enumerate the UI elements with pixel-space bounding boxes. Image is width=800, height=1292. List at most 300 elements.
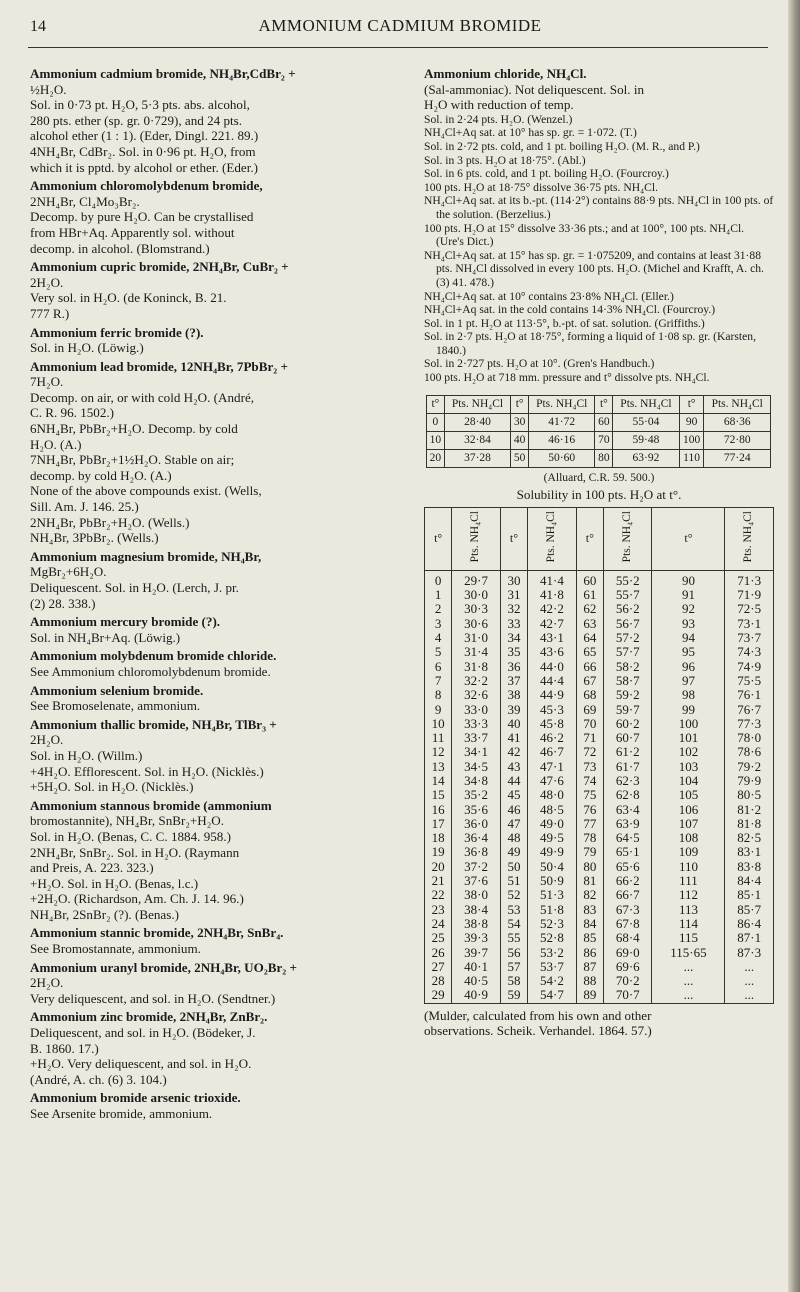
table2-cell: 69·0 bbox=[603, 946, 652, 960]
table2-cell: 79 bbox=[576, 845, 603, 859]
table2-cell: 34·8 bbox=[452, 774, 501, 788]
table2-cell: 53·2 bbox=[528, 946, 577, 960]
table2-row bbox=[425, 631, 774, 645]
table2-cell: 70 bbox=[576, 717, 603, 731]
table2-cell: 114 bbox=[652, 917, 725, 931]
table2-cell: 43·1 bbox=[528, 631, 577, 645]
entry-line: NH₄Br, 3PbBr₂. (Wells.) bbox=[30, 530, 159, 546]
table2-cell: 57·7 bbox=[603, 645, 652, 659]
page-number: 14 bbox=[30, 18, 46, 35]
table2-header bbox=[500, 507, 527, 570]
table1-cell: 80 bbox=[595, 449, 613, 467]
table1-cell: 50·60 bbox=[528, 449, 594, 467]
table2-cell: 69 bbox=[576, 703, 603, 717]
entry-line: Very sol. in H₂O. (de Koninck, B. 21. bbox=[30, 290, 227, 306]
table2-cell: 45·3 bbox=[528, 703, 577, 717]
table2-cell: 20 bbox=[425, 860, 452, 874]
entry-line: 280 pts. ether (sp. gr. 0·729), and 24 pts. bbox=[30, 112, 243, 128]
table2-row bbox=[425, 960, 774, 974]
table2-cell: 54·7 bbox=[528, 988, 577, 1003]
table2-cell: 110 bbox=[652, 860, 725, 874]
table2-cell: 51·8 bbox=[528, 903, 577, 917]
table2-cell: 58·2 bbox=[603, 660, 652, 674]
table2-cell: 30·0 bbox=[452, 588, 501, 602]
table2-cell: 50·9 bbox=[528, 874, 577, 888]
table2-cell: 46·2 bbox=[528, 731, 577, 745]
entry-line: See Ammonium chloromolybdenum bromide. bbox=[30, 663, 271, 679]
table2-cell: 67·3 bbox=[603, 903, 652, 917]
table2-cell: 78 bbox=[576, 831, 603, 845]
table2-cell: 65·1 bbox=[603, 845, 652, 859]
solubility-notes bbox=[424, 113, 774, 385]
table2-row bbox=[425, 831, 774, 845]
table2-row bbox=[425, 660, 774, 674]
table2-cell: 83 bbox=[576, 903, 603, 917]
table2-cell: 100 bbox=[652, 717, 725, 731]
note: 100 pts. H₂O at 15° dissolve 33·36 pts.; and at 100°, 100 pts. NH₄Cl. (Ure's Dict.) bbox=[424, 221, 745, 249]
table2-cell: 82 bbox=[576, 888, 603, 902]
entry-2 bbox=[30, 259, 405, 321]
chloride-intro bbox=[424, 82, 774, 113]
table1-cell: 77·24 bbox=[704, 449, 771, 467]
table2-header bbox=[528, 507, 577, 570]
table2-cell: 43·6 bbox=[528, 645, 577, 659]
table2-cell: 36 bbox=[500, 660, 527, 674]
table2-header bbox=[725, 507, 774, 570]
note: 100 pts. H₂O at 718 mm. pressure and t° dissolve pts. NH₄Cl. bbox=[424, 371, 710, 385]
table2-cell: 31·8 bbox=[452, 660, 501, 674]
table2-cell: 33·0 bbox=[452, 703, 501, 717]
table2-cell: 76·1 bbox=[725, 688, 774, 702]
entry-line: Sol. in NH₄Br+Aq. (Löwig.) bbox=[30, 629, 181, 645]
table2-cell: 56·7 bbox=[603, 617, 652, 631]
table2-cell: 66·7 bbox=[603, 888, 652, 902]
table1-row bbox=[427, 413, 771, 431]
entry-line: 2H₂O. bbox=[30, 732, 64, 748]
table2-cell: 113 bbox=[652, 903, 725, 917]
entry-line: B. 1860. 17.) bbox=[30, 1040, 99, 1056]
table1-cell: 60 bbox=[595, 413, 613, 431]
table2-cell: 53·7 bbox=[528, 960, 577, 974]
entry-line: Ammonium stannic bromide, 2NH₄Br, SnBr₄. bbox=[30, 925, 284, 941]
table2-cell: 84·4 bbox=[725, 874, 774, 888]
table1-cell: 46·16 bbox=[528, 431, 594, 449]
table2-cell: 48·5 bbox=[528, 803, 577, 817]
table1-header: t° bbox=[595, 395, 613, 413]
table2-row bbox=[425, 874, 774, 888]
table1-cell: 72·80 bbox=[704, 431, 771, 449]
table2-cell: 112 bbox=[652, 888, 725, 902]
entry-line: 7H₂O. bbox=[30, 374, 64, 390]
table1-header: t° bbox=[427, 395, 445, 413]
table1-cell: 10 bbox=[427, 431, 445, 449]
table2-row bbox=[425, 570, 774, 588]
table2-cell: 87 bbox=[576, 960, 603, 974]
entry-line: and Preis, A. 223. 323.) bbox=[30, 860, 154, 876]
table2-cell: 88 bbox=[576, 974, 603, 988]
table1-header: Pts. NH₄Cl bbox=[528, 395, 594, 413]
table2-cell: 71 bbox=[576, 731, 603, 745]
table2-cell: 63·4 bbox=[603, 803, 652, 817]
table2-cell: 76·7 bbox=[725, 703, 774, 717]
table2-cell: 55·7 bbox=[603, 588, 652, 602]
table2-cell: 83·8 bbox=[725, 860, 774, 874]
table2-cell: 62 bbox=[576, 602, 603, 616]
table2-cell: 84 bbox=[576, 917, 603, 931]
entry-6 bbox=[30, 614, 405, 645]
table2-cell: 70·7 bbox=[603, 988, 652, 1003]
table2-cell: ... bbox=[725, 960, 774, 974]
entry-line: bromostannite), NH₄Br, SnBr₂+H₂O. bbox=[30, 813, 225, 829]
entry-line: See Bromostannate, ammonium. bbox=[30, 941, 201, 957]
entry-14 bbox=[30, 1090, 405, 1121]
entry-line: Sol. in H₂O. (Löwig.) bbox=[30, 340, 144, 356]
table2-cell: 35 bbox=[500, 645, 527, 659]
table2-cell: 79·9 bbox=[725, 774, 774, 788]
table2-cell: ... bbox=[652, 988, 725, 1003]
table2-cell: 96 bbox=[652, 660, 725, 674]
table2-row bbox=[425, 602, 774, 616]
table2-cell: 57·2 bbox=[603, 631, 652, 645]
table2-cell: 94 bbox=[652, 631, 725, 645]
table2-cell: 42 bbox=[500, 745, 527, 759]
table2-cell: 55·2 bbox=[603, 570, 652, 588]
entry-line: 4NH₄Br, CdBr₂. Sol. in 0·96 pt. H₂O, from bbox=[30, 143, 256, 159]
table1-cell: 110 bbox=[679, 449, 704, 467]
table2-cell: 42·2 bbox=[528, 602, 577, 616]
table2-cell: 87·1 bbox=[725, 931, 774, 945]
table2-cell: 42·7 bbox=[528, 617, 577, 631]
table2-cell: 67 bbox=[576, 674, 603, 688]
table2-cell: 30·3 bbox=[452, 602, 501, 616]
table2-cell: 30·6 bbox=[452, 617, 501, 631]
entry-line: Very deliquescent, and sol. in H₂O. (Sendtner.) bbox=[30, 990, 276, 1006]
table2-cell: 31·0 bbox=[452, 631, 501, 645]
table2-cell: 32·2 bbox=[452, 674, 501, 688]
entry-line: NH₄Br, 2SnBr₂ (?). (Benas.) bbox=[30, 906, 179, 922]
footer-line: (Mulder, calculated from his own and other bbox=[424, 1007, 652, 1023]
table2-cell: 104 bbox=[652, 774, 725, 788]
table2-cell: 64·5 bbox=[603, 831, 652, 845]
entry-3 bbox=[30, 325, 405, 356]
table1-cell: 63·92 bbox=[613, 449, 679, 467]
entry-line: MgBr₂+6H₂O. bbox=[30, 564, 107, 580]
table1-cell: 40 bbox=[511, 431, 529, 449]
table2-cell: 68·4 bbox=[603, 931, 652, 945]
table2-cell: 76 bbox=[576, 803, 603, 817]
table2-cell: 66 bbox=[576, 660, 603, 674]
mulder-citation bbox=[424, 1008, 774, 1039]
table2-cell: 43 bbox=[500, 760, 527, 774]
table2-cell: 93 bbox=[652, 617, 725, 631]
table2-cell: 99 bbox=[652, 703, 725, 717]
table2-row bbox=[425, 817, 774, 831]
table2-cell: 54 bbox=[500, 917, 527, 931]
chloride-heading: Ammonium chloride, NH₄Cl. bbox=[424, 66, 587, 81]
entry-line: ½H₂O. bbox=[30, 81, 67, 97]
table2-cell: 80 bbox=[576, 860, 603, 874]
table2-cell: 90 bbox=[652, 570, 725, 588]
entry-line: C. R. 96. 1502.) bbox=[30, 405, 115, 421]
alluard-table bbox=[426, 395, 771, 468]
table2-cell: 97 bbox=[652, 674, 725, 688]
entry-10 bbox=[30, 798, 405, 923]
entry-line: Ammonium lead bromide, 12NH₄Br, 7PbBr₂ + bbox=[30, 358, 288, 374]
table2-cell: 26 bbox=[425, 946, 452, 960]
table2-cell: 44·0 bbox=[528, 660, 577, 674]
table2-cell: 57 bbox=[500, 960, 527, 974]
entry-line: Ammonium uranyl bromide, 2NH₄Br, UO₂Br₂ + bbox=[30, 959, 297, 975]
table2-cell: 25 bbox=[425, 931, 452, 945]
table2-cell: 82·5 bbox=[725, 831, 774, 845]
table2-cell: 67·8 bbox=[603, 917, 652, 931]
table2-cell: 33·7 bbox=[452, 731, 501, 745]
table2-cell: 7 bbox=[425, 674, 452, 688]
table2-cell: 19 bbox=[425, 845, 452, 859]
table2-cell: 29·7 bbox=[452, 570, 501, 588]
table1-header: Pts. NH₄Cl bbox=[613, 395, 679, 413]
note: Sol. in 2·72 pts. cold, and 1 pt. boiling H₂O. (M. R., and P.) bbox=[424, 139, 700, 153]
table2-cell: 63·9 bbox=[603, 817, 652, 831]
entry-line: Ammonium chloromolybdenum bromide, bbox=[30, 178, 263, 194]
table2-cell: 102 bbox=[652, 745, 725, 759]
table1-cell: 0 bbox=[427, 413, 445, 431]
entry-13 bbox=[30, 1009, 405, 1087]
table2-cell: 44·9 bbox=[528, 688, 577, 702]
table2-row bbox=[425, 731, 774, 745]
table2-cell: 49 bbox=[500, 845, 527, 859]
table2-row bbox=[425, 903, 774, 917]
table2-row bbox=[425, 860, 774, 874]
table2-cell: 52 bbox=[500, 888, 527, 902]
table2-cell: 108 bbox=[652, 831, 725, 845]
note: Sol. in 2·7 pts. H₂O at 18·75°, forming a liquid of 1·08 sp. gr. (Karsten, 1840.) bbox=[424, 330, 756, 357]
table2-row bbox=[425, 917, 774, 931]
table2-cell: 40·5 bbox=[452, 974, 501, 988]
table2-row bbox=[425, 688, 774, 702]
entry-line: Ammonium zinc bromide, 2NH₄Br, ZnBr₂. bbox=[30, 1009, 268, 1025]
table1-header: t° bbox=[511, 395, 529, 413]
table2-cell: 53 bbox=[500, 903, 527, 917]
table2-cell: 34·1 bbox=[452, 745, 501, 759]
table2-cell: 81·8 bbox=[725, 817, 774, 831]
table2-row bbox=[425, 946, 774, 960]
table2-header bbox=[452, 507, 501, 570]
table2-cell: 107 bbox=[652, 817, 725, 831]
table2-cell: 44 bbox=[500, 774, 527, 788]
entry-line: 7NH₄Br, PbBr₂+1½H₂O. Stable on air; bbox=[30, 452, 235, 468]
table2-cell: 37·2 bbox=[452, 860, 501, 874]
solubility-table-title: Solubility in 100 pts. H₂O at t°. bbox=[516, 487, 682, 503]
table2-cell: 109 bbox=[652, 845, 725, 859]
alluard-citation: (Alluard, C.R. 59. 500.) bbox=[543, 470, 655, 484]
entry-line: Ammonium mercury bromide (?). bbox=[30, 614, 221, 630]
note: Sol. in 2·24 pts. H₂O. (Wenzel.) bbox=[424, 112, 573, 126]
table2-cell: 75 bbox=[576, 788, 603, 802]
entry-line: H₂O. (A.) bbox=[30, 436, 82, 452]
table2-cell: 77 bbox=[576, 817, 603, 831]
entry-line: 2NH₄Br, SnBr₂. Sol. in H₂O. (Raymann bbox=[30, 844, 240, 860]
table2-cell: 36·8 bbox=[452, 845, 501, 859]
table2-cell: 58 bbox=[500, 974, 527, 988]
table2-cell: 46 bbox=[500, 803, 527, 817]
table2-cell: 58·7 bbox=[603, 674, 652, 688]
table2-row bbox=[425, 974, 774, 988]
table1-cell: 70 bbox=[595, 431, 613, 449]
entry-0 bbox=[30, 66, 405, 175]
table2-cell: 38·8 bbox=[452, 917, 501, 931]
entry-line: +H₂O. Sol. in H₂O. (Benas, l.c.) bbox=[30, 875, 199, 891]
table2-cell: 33·3 bbox=[452, 717, 501, 731]
table2-cell: 69·6 bbox=[603, 960, 652, 974]
note: NH₄Cl+Aq sat. at 10° has sp. gr. = 1·072. (T.) bbox=[424, 126, 637, 140]
note: NH₄Cl+Aq sat. at 10° contains 23·8% NH₄Cl. (Eller.) bbox=[424, 289, 674, 303]
entry-line: +H₂O. Very deliquescent, and sol. in H₂O. bbox=[30, 1056, 252, 1072]
table2-cell: 0 bbox=[425, 570, 452, 588]
table2-cell: 59 bbox=[500, 988, 527, 1003]
table2-cell: 60 bbox=[576, 570, 603, 588]
table2-cell: 40 bbox=[500, 717, 527, 731]
table2-cell: 73·1 bbox=[725, 617, 774, 631]
table2-cell: 85 bbox=[576, 931, 603, 945]
table2-row bbox=[425, 888, 774, 902]
entry-line: (2) 28. 338.) bbox=[30, 595, 96, 611]
table2-cell: 80·5 bbox=[725, 788, 774, 802]
table2-cell: 8 bbox=[425, 688, 452, 702]
table2-cell: 65·6 bbox=[603, 860, 652, 874]
table2-row bbox=[425, 774, 774, 788]
table2-cell: 47·1 bbox=[528, 760, 577, 774]
table2-cell: 21 bbox=[425, 874, 452, 888]
table2-header bbox=[603, 507, 652, 570]
table2-cell: 41 bbox=[500, 731, 527, 745]
table2-header-label: t° bbox=[434, 531, 443, 546]
note: 100 pts. H₂O at 18·75° dissolve 36·75 pts. NH₄Cl. bbox=[424, 180, 658, 194]
entry-line: Sol. in H₂O. (Benas, C. C. 1884. 958.) bbox=[30, 828, 231, 844]
table2-cell: ... bbox=[652, 974, 725, 988]
table2-cell: 103 bbox=[652, 760, 725, 774]
table2-header-label: Pts. NH₄Cl bbox=[620, 510, 633, 563]
table2-cell: 10 bbox=[425, 717, 452, 731]
entry-line: Ammonium cadmium bromide, NH₄Br,CdBr₂ + bbox=[30, 66, 296, 81]
table2-row bbox=[425, 745, 774, 759]
solubility-table bbox=[424, 507, 774, 1004]
table2-header bbox=[652, 507, 725, 570]
intro-line: (Sal-ammoniac). Not deliquescent. Sol. in bbox=[424, 81, 644, 97]
table2-cell: 89 bbox=[576, 988, 603, 1003]
table2-cell: 36·4 bbox=[452, 831, 501, 845]
table2-cell: 61·2 bbox=[603, 745, 652, 759]
table2-cell: 75·5 bbox=[725, 674, 774, 688]
entry-line: See Arsenite bromide, ammonium. bbox=[30, 1106, 213, 1121]
table2-cell: 24 bbox=[425, 917, 452, 931]
entry-line: Ammonium magnesium bromide, NH₄Br, bbox=[30, 548, 262, 564]
entry-line: decomp. by cold H₂O. (A.) bbox=[30, 467, 172, 483]
entry-line: (André, A. ch. (6) 3. 104.) bbox=[30, 1071, 167, 1087]
table2-cell: 31·4 bbox=[452, 645, 501, 659]
table2-cell: 92 bbox=[652, 602, 725, 616]
table2-cell: 62·3 bbox=[603, 774, 652, 788]
table1-cell: 41·72 bbox=[528, 413, 594, 431]
table2-cell: 17 bbox=[425, 817, 452, 831]
entry-line: Deliquescent, and sol. in H₂O. (Bödeker, J. bbox=[30, 1025, 256, 1041]
entry-line: Decomp. on air, or with cold H₂O. (André, bbox=[30, 389, 255, 405]
entry-line: 2NH₄Br, PbBr₂+H₂O. (Wells.) bbox=[30, 514, 190, 530]
table1-cell: 90 bbox=[679, 413, 704, 431]
entry-line: 2H₂O. bbox=[30, 975, 64, 991]
table2-cell: 68 bbox=[576, 688, 603, 702]
table2-cell: 59·7 bbox=[603, 703, 652, 717]
table2-cell: 12 bbox=[425, 745, 452, 759]
table1-header: Pts. NH₄Cl bbox=[704, 395, 771, 413]
table2-cell: 52·3 bbox=[528, 917, 577, 931]
table2-header-label: Pts. NH₄Cl bbox=[545, 510, 558, 563]
table2-cell: 15 bbox=[425, 788, 452, 802]
entry-line: decomp. in alcohol. (Blomstrand.) bbox=[30, 240, 210, 256]
table2-cell: 47·6 bbox=[528, 774, 577, 788]
entry-9 bbox=[30, 717, 405, 795]
table1-cell: 32·84 bbox=[444, 431, 510, 449]
table2-cell: 44·4 bbox=[528, 674, 577, 688]
table2-cell: 78·6 bbox=[725, 745, 774, 759]
entry-4 bbox=[30, 359, 405, 546]
table2-cell: 22 bbox=[425, 888, 452, 902]
table2-cell: 101 bbox=[652, 731, 725, 745]
table1-cell: 100 bbox=[679, 431, 704, 449]
table2-cell: 115 bbox=[652, 931, 725, 945]
table2-row bbox=[425, 703, 774, 717]
table2-cell: 18 bbox=[425, 831, 452, 845]
table2-cell: 3 bbox=[425, 617, 452, 631]
table1-cell: 28·40 bbox=[444, 413, 510, 431]
entry-line: Sol. in 0·73 pt. H₂O, 5·3 pts. abs. alcohol, bbox=[30, 97, 250, 113]
entry-line: from HBr+Aq. Apparently sol. without bbox=[30, 224, 235, 240]
table2-cell: 45 bbox=[500, 788, 527, 802]
table1-row bbox=[427, 449, 771, 467]
table2-cell: 52·8 bbox=[528, 931, 577, 945]
table2-cell: 1 bbox=[425, 588, 452, 602]
table2-cell: 91 bbox=[652, 588, 725, 602]
table2-cell: 54·2 bbox=[528, 974, 577, 988]
table2-cell: 40·1 bbox=[452, 960, 501, 974]
table2-header bbox=[425, 507, 452, 570]
table2-cell: 73·7 bbox=[725, 631, 774, 645]
table2-row bbox=[425, 845, 774, 859]
table2-cell: 63 bbox=[576, 617, 603, 631]
table2-cell: 48 bbox=[500, 831, 527, 845]
table2-cell: 56·2 bbox=[603, 602, 652, 616]
entry-line: Deliquescent. Sol. in H₂O. (Lerch, J. pr. bbox=[30, 580, 239, 595]
table2-cell: 49·0 bbox=[528, 817, 577, 831]
table2-cell: 85·1 bbox=[725, 888, 774, 902]
table2-cell: 85·7 bbox=[725, 903, 774, 917]
entry-11 bbox=[30, 925, 405, 956]
note: Sol. in 3 pts. H₂O at 18·75°. (Abl.) bbox=[424, 153, 586, 167]
note: NH₄Cl+Aq sat. at its b.-pt. (114·2°) contains 88·9 pts. NH₄Cl in 100 pts. of the solution. (Berzelius.) bbox=[424, 194, 774, 221]
table2-cell: 77·3 bbox=[725, 717, 774, 731]
table2-cell: 47 bbox=[500, 817, 527, 831]
table2-cell: 33 bbox=[500, 617, 527, 631]
entry-line: Sol. in H₂O. (Willm.) bbox=[30, 747, 143, 763]
table2-cell: 56 bbox=[500, 946, 527, 960]
table2-cell: 49·9 bbox=[528, 845, 577, 859]
entry-line: 2H₂O. bbox=[30, 274, 64, 290]
entry-line: alcohol ether (1 : 1). (Eder, Dingl. 221. 89.) bbox=[30, 128, 259, 144]
table2-cell: 81·2 bbox=[725, 803, 774, 817]
table2-cell: 29 bbox=[425, 988, 452, 1003]
table1-header: t° bbox=[679, 395, 704, 413]
entry-line: Ammonium ferric bromide (?). bbox=[30, 324, 204, 340]
